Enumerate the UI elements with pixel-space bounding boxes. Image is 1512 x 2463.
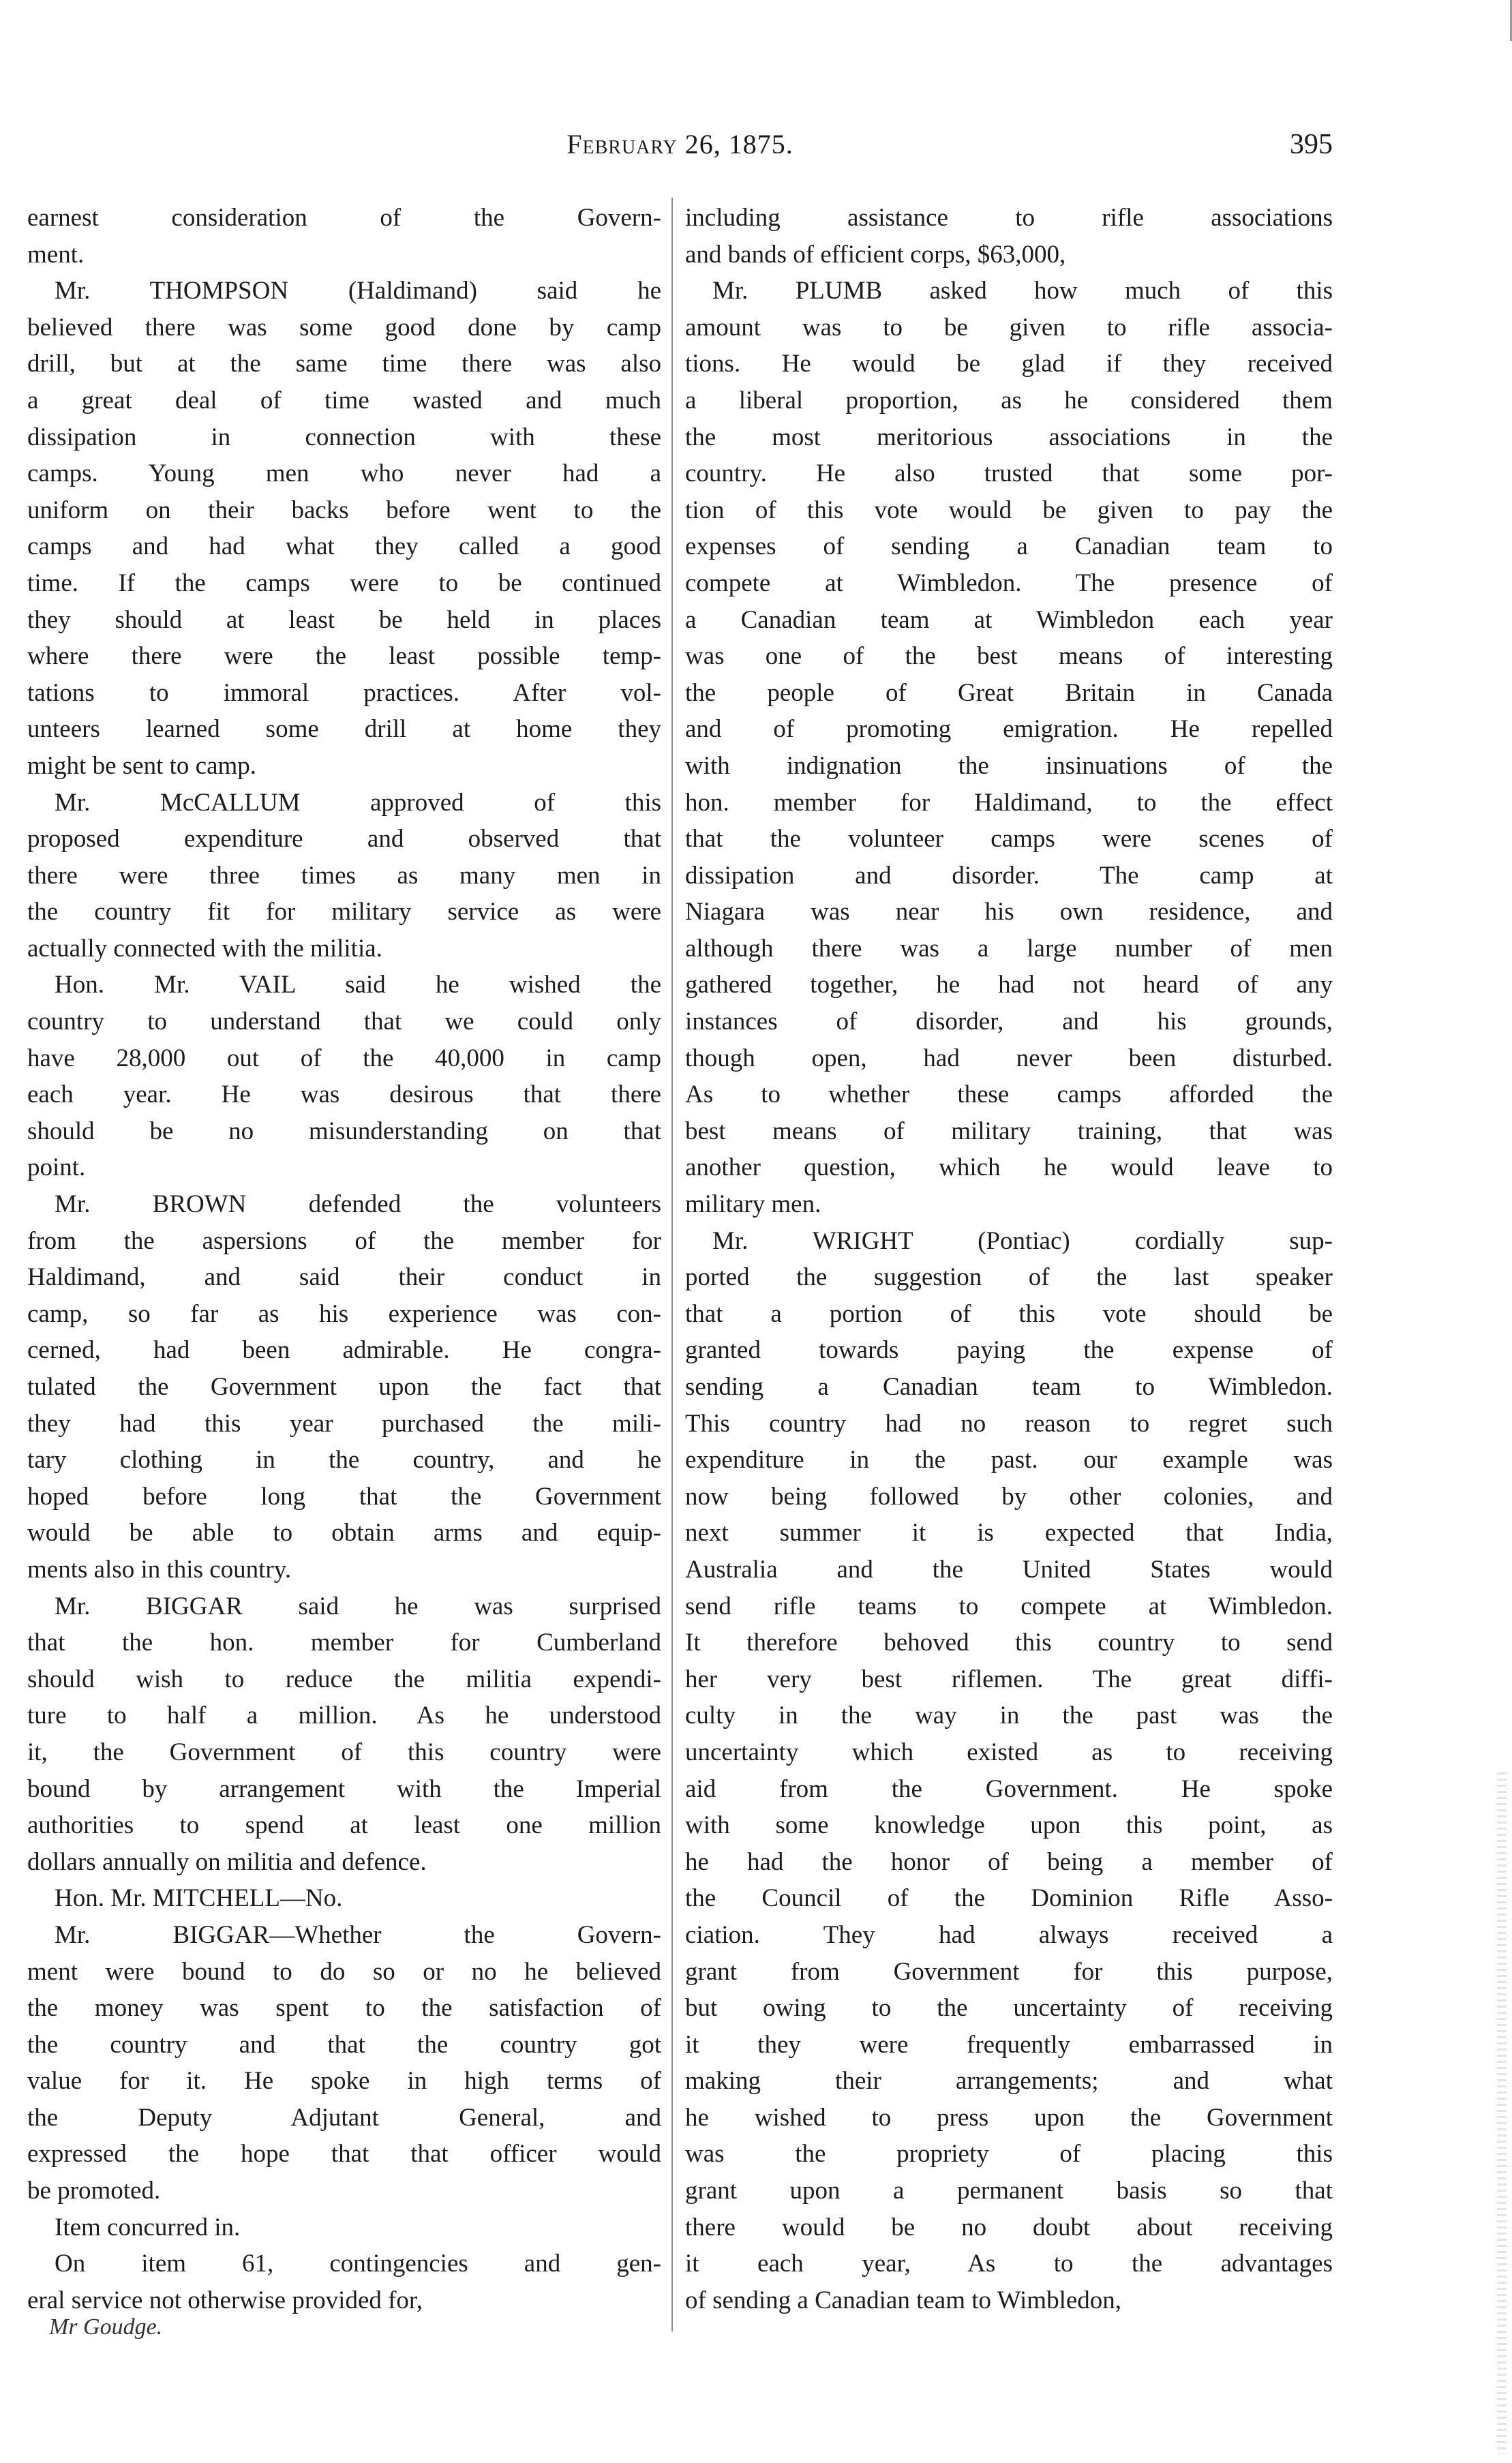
text-line: it each year, As to the advantages — [685, 2250, 1333, 2278]
text-line: it they were frequently embarrassed in — [685, 2030, 1333, 2059]
text-line: Mr. WRIGHT (Pontiac) cordially sup- — [712, 1226, 1333, 1255]
text-line: point. — [27, 1153, 86, 1182]
text-line: Mr. BIGGAR—Whether the Govern- — [55, 1920, 661, 1949]
text-line: be promoted. — [27, 2177, 161, 2205]
paragraph — [685, 1223, 1333, 2319]
paragraph — [27, 2246, 661, 2318]
paragraph — [27, 785, 661, 967]
text-line: that the volunteer camps were scenes of — [685, 825, 1333, 853]
text-line: he wished to press upon the Government — [685, 2103, 1333, 2132]
text-line: Hon. Mr. VAIL said he wished the — [55, 971, 661, 999]
text-line: As to whether these camps afforded the — [685, 1081, 1333, 1109]
text-line: Hon. Mr. MITCHELL—No. — [55, 1884, 343, 1913]
text-line: dissipation in connection with these — [27, 423, 661, 451]
text-line: that a portion of this vote should be — [685, 1299, 1333, 1328]
text-line: Niagara was near his own residence, and — [685, 898, 1333, 926]
text-line: It therefore behoved this country to send — [685, 1629, 1333, 1657]
text-line: and of promoting emigration. He repelled — [685, 715, 1333, 744]
text-line: time. If the camps were to be continued — [27, 569, 661, 597]
text-line: tion of this vote would be given to pay the — [685, 496, 1333, 524]
text-line: camps and had what they called a good — [27, 532, 661, 561]
text-line: proposed expenditure and observed that — [27, 825, 661, 853]
text-line: On item 61, contingencies and gen- — [55, 2250, 661, 2278]
text-line: next summer it is expected that India, — [685, 1519, 1333, 1547]
text-line: value for it. He spoke in high terms of — [27, 2067, 661, 2096]
text-line: he had the honor of being a member of — [685, 1847, 1333, 1876]
text-line: expenses of sending a Canadian team to — [685, 532, 1333, 561]
text-line: of sending a Canadian team to Wimbledon, — [685, 2286, 1122, 2314]
text-line: dollars annually on militia and defence. — [27, 1847, 427, 1876]
text-line: have 28,000 out of the 40,000 in camp — [27, 1044, 661, 1072]
text-line: including assistance to rifle associations — [685, 204, 1333, 232]
text-line: there were three times as many men in — [27, 861, 661, 890]
page-number: 395 — [1290, 129, 1333, 160]
text-line: instances of disorder, and his grounds, — [685, 1008, 1333, 1036]
right-column — [685, 200, 1333, 2318]
text-line: the money was spent to the satisfaction of — [27, 1994, 661, 2023]
text-line: would be able to obtain arms and equip- — [27, 1519, 661, 1547]
text-line: making their arrangements; and what — [685, 2067, 1333, 2096]
paragraph — [27, 1186, 661, 1588]
paragraph — [27, 1880, 661, 1917]
text-line: there would be no doubt about receiving — [685, 2213, 1333, 2241]
text-line: expenditure in the past. our example was — [685, 1446, 1333, 1475]
text-line: country. He also trusted that some por- — [685, 459, 1333, 488]
text-line: but owing to the uncertainty of receiving — [685, 1994, 1333, 2023]
left-column — [27, 200, 661, 2318]
text-line: Mr. BROWN defended the volunteers — [55, 1190, 661, 1219]
text-line: they should at least be held in places — [27, 605, 661, 634]
text-line: tulated the Government upon the fact that — [27, 1373, 661, 1401]
text-line: from the aspersions of the member for — [27, 1226, 661, 1255]
text-line: Mr. McCALLUM approved of this — [55, 788, 661, 817]
text-line: compete at Wimbledon. The presence of — [685, 569, 1333, 597]
handwritten-signature: Mr Goudge. — [49, 2314, 163, 2340]
column-divider — [671, 198, 673, 2331]
text-line: culty in the way in the past was the — [685, 1702, 1333, 1730]
text-line: military men. — [685, 1190, 821, 1219]
text-line: ment. — [27, 240, 85, 269]
text-line: ment were bound to do so or no he believed — [27, 1957, 661, 1986]
running-head-date — [27, 128, 1333, 160]
text-line: that the hon. member for Cumberland — [27, 1629, 661, 1657]
text-line: might be sent to camp. — [27, 751, 257, 780]
text-line: cerned, had been admirable. He congra- — [27, 1336, 661, 1365]
text-line: uncertainty which existed as to receiving — [685, 1738, 1333, 1766]
text-line: earnest consideration of the Govern- — [27, 204, 661, 232]
text-line: best means of military training, that was — [685, 1117, 1333, 1145]
text-line: country to understand that we could only — [27, 1008, 661, 1036]
text-line: her very best riflemen. The great diffi- — [685, 1665, 1333, 1693]
text-line: where there were the least possible temp- — [27, 642, 661, 671]
text-line: each year. He was desirous that there — [27, 1081, 661, 1109]
paragraph — [27, 273, 661, 784]
text-line: they had this year purchased the mili- — [27, 1409, 661, 1438]
page-edge-shading — [1497, 1772, 1507, 2454]
text-line: the people of Great Britain in Canada — [685, 678, 1333, 707]
text-line: a liberal proportion, as he considered them — [685, 386, 1333, 414]
text-line: was one of the best means of interesting — [685, 642, 1333, 671]
text-line: believed there was some good done by camp — [27, 313, 661, 342]
paragraph — [27, 200, 661, 273]
text-line: grant upon a permanent basis so that — [685, 2177, 1333, 2205]
text-line: actually connected with the militia. — [27, 934, 382, 963]
text-line: a great deal of time wasted and much — [27, 386, 661, 414]
text-line: authorities to spend at least one million — [27, 1811, 661, 1840]
text-line: should wish to reduce the militia expendi- — [27, 1665, 661, 1693]
text-line: eral service not otherwise provided for, — [27, 2286, 423, 2314]
running-head-month: February — [566, 129, 678, 160]
text-line: grant from Government for this purpose, — [685, 1957, 1333, 1986]
text-line: though open, had never been disturbed. — [685, 1044, 1333, 1072]
text-line: and bands of efficient corps, $63,000, — [685, 240, 1066, 269]
text-line: bound by arrangement with the Imperial — [27, 1774, 661, 1803]
text-line: another question, which he would leave to — [685, 1153, 1333, 1182]
paragraph — [27, 967, 661, 1186]
text-line: granted towards paying the expense of — [685, 1336, 1333, 1365]
text-line: tary clothing in the country, and he — [27, 1446, 661, 1475]
text-line: it, the Government of this country were — [27, 1738, 661, 1766]
text-line: uniform on their backs before went to the — [27, 496, 661, 524]
text-line: expressed the hope that that officer would — [27, 2140, 661, 2169]
paragraph — [27, 2209, 661, 2246]
text-line: hon. member for Haldimand, to the effect — [685, 788, 1333, 817]
text-line: Haldimand, and said their conduct in — [27, 1263, 661, 1292]
text-line: amount was to be given to rifle associa- — [685, 313, 1333, 342]
text-line: ture to half a million. As he understood — [27, 1702, 661, 1730]
text-line: Australia and the United States would — [685, 1555, 1333, 1584]
paragraph — [27, 1917, 661, 2209]
text-line: Mr. BIGGAR said he was surprised — [55, 1592, 661, 1620]
text-line: tations to immoral practices. After vol- — [27, 678, 661, 707]
text-line: hoped before long that the Government — [27, 1482, 661, 1511]
text-line: drill, but at the same time there was also — [27, 350, 661, 378]
text-line: Mr. THOMPSON (Haldimand) said he — [55, 277, 661, 305]
text-line: although there was a large number of men — [685, 934, 1333, 963]
text-line: dissipation and disorder. The camp at — [685, 861, 1333, 890]
text-line: the Deputy Adjutant General, and — [27, 2103, 661, 2132]
text-line: ments also in this country. — [27, 1555, 292, 1584]
text-line: the Council of the Dominion Rifle Asso- — [685, 1884, 1333, 1913]
text-line: ported the suggestion of the last speaker — [685, 1263, 1333, 1292]
text-line: the country and that the country got — [27, 2030, 661, 2059]
running-head-day-year: 26, 1875. — [684, 129, 793, 160]
text-line: Item concurred in. — [55, 2213, 241, 2241]
text-line: with some knowledge upon this point, as — [685, 1811, 1333, 1840]
text-line: send rifle teams to compete at Wimbledon. — [685, 1592, 1333, 1620]
paragraph — [27, 1588, 661, 1881]
page-header — [27, 128, 1333, 169]
text-line: unteers learned some drill at home they — [27, 715, 661, 744]
text-line: should be no misunderstanding on that — [27, 1117, 661, 1145]
text-line: the most meritorious associations in the — [685, 423, 1333, 451]
paragraph — [685, 273, 1333, 1222]
text-line: gathered together, he had not heard of any — [685, 971, 1333, 999]
paragraph — [685, 200, 1333, 273]
text-line: ciation. They had always received a — [685, 1920, 1333, 1949]
text-line: now being followed by other colonies, and — [685, 1482, 1333, 1511]
text-line: with indignation the insinuations of the — [685, 751, 1333, 780]
text-line: camps. Young men who never had a — [27, 459, 661, 488]
text-line: aid from the Government. He spoke — [685, 1774, 1333, 1803]
text-line: was the propriety of placing this — [685, 2140, 1333, 2169]
text-line: a Canadian team at Wimbledon each year — [685, 605, 1333, 634]
text-line: the country fit for military service as were — [27, 898, 661, 926]
text-line: This country had no reason to regret such — [685, 1409, 1333, 1438]
text-line: camp, so far as his experience was con- — [27, 1299, 661, 1328]
text-line: tions. He would be glad if they received — [685, 350, 1333, 378]
text-line: sending a Canadian team to Wimbledon. — [685, 1373, 1333, 1401]
text-line: Mr. PLUMB asked how much of this — [712, 277, 1333, 305]
